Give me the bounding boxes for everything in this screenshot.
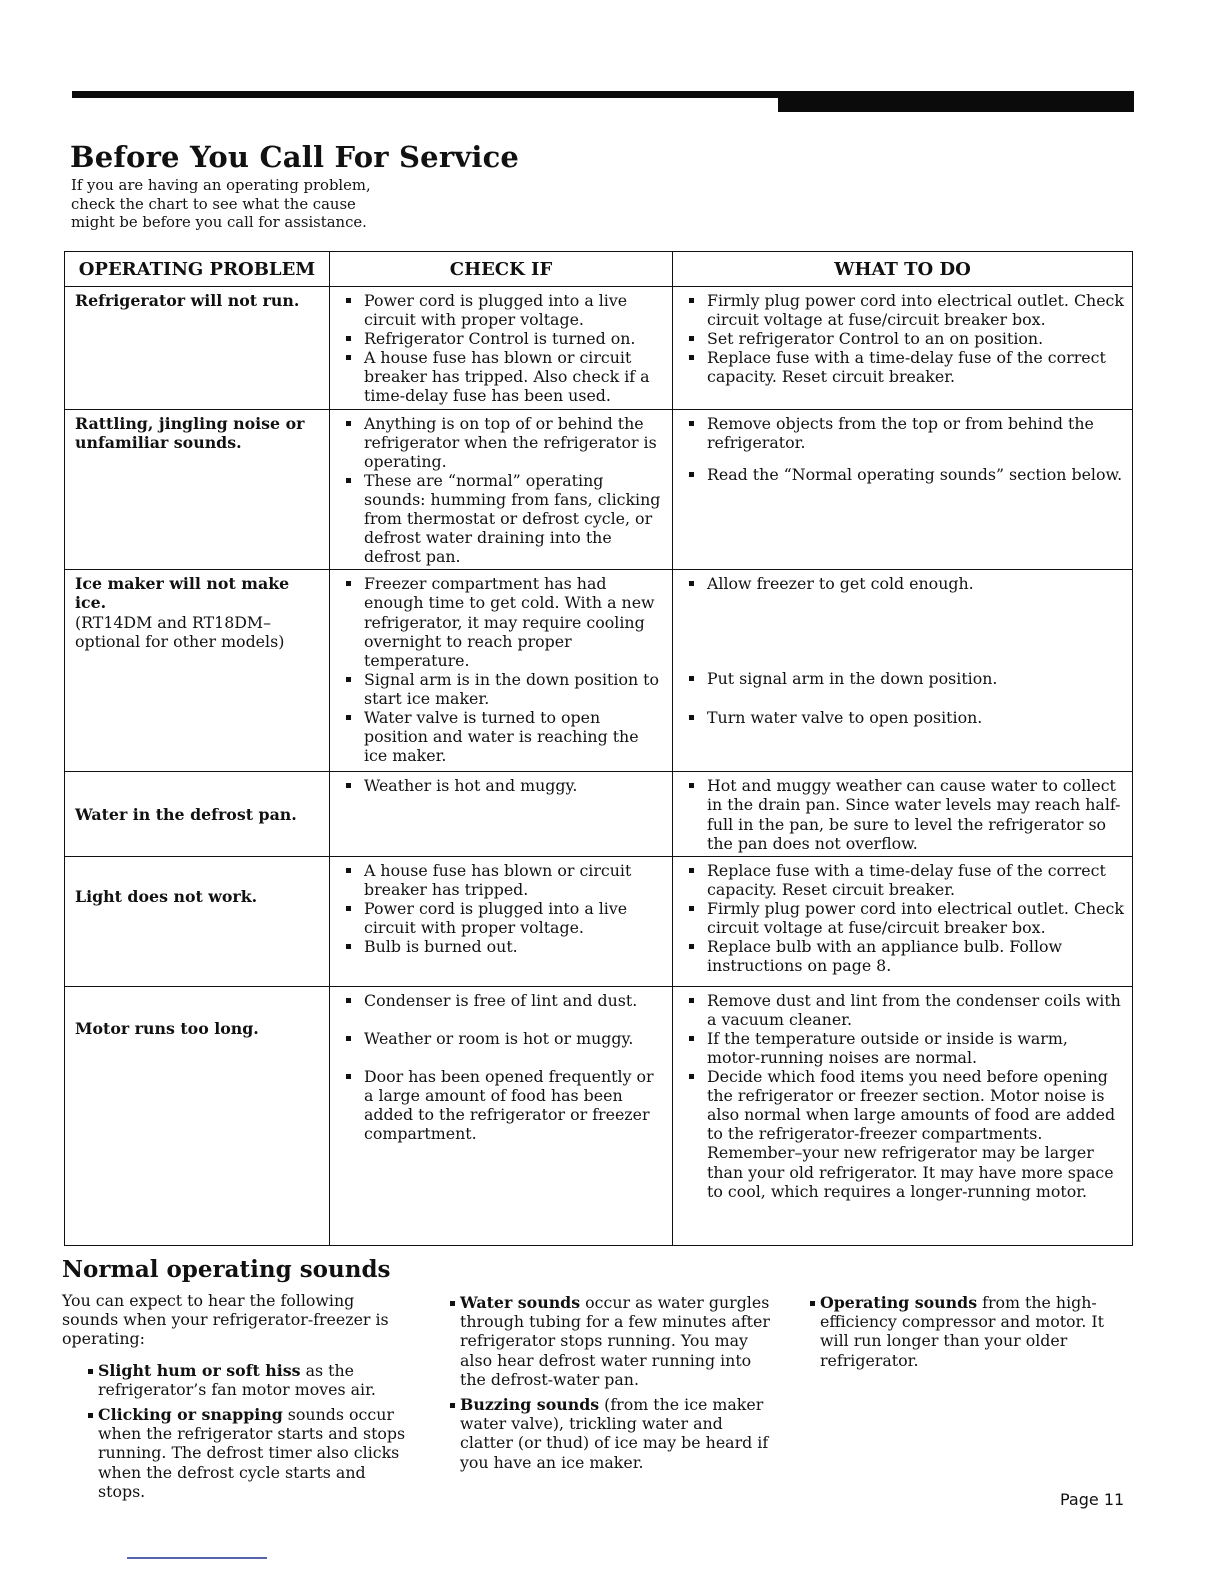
todo-item: Read the “Normal operating sounds” section below. [683,465,1124,484]
header-what-to-do: WHAT TO DO [673,252,1133,287]
sound-description: sounds occur when the refrigerator starts and stops running. The defrost timer also clicks when the defrost cycle starts and stops. [98,1405,406,1501]
troubleshooting-table [64,251,1133,1246]
todo-cell [673,287,1133,410]
todo-item: Allow freezer to get cold enough. [683,574,1124,593]
sound-name: Slight hum or soft hiss [98,1360,301,1380]
problem-cell: Light does not work. [65,856,330,986]
problem-cell [65,570,330,772]
todo-cell [673,772,1133,856]
todo-item: Remove dust and lint from the condenser coils with a vacuum cleaner. [683,991,1124,1029]
intro-line: check the chart to see what the cause [71,195,356,213]
problem-cell: Refrigerator will not run. [65,287,330,410]
sound-item [84,1361,412,1399]
check-item: Weather is hot and muggy. [340,776,664,795]
sound-name: Buzzing sounds [460,1395,600,1415]
sounds-column-2 [446,1293,776,1472]
todo-item: Replace fuse with a time-delay fuse of the correct capacity. Reset circuit breaker. [683,348,1124,386]
sound-name: Water sounds [460,1293,581,1312]
sound-item [446,1395,776,1472]
sound-item [84,1405,412,1501]
intro-text [71,177,431,233]
todo-cell [673,856,1133,986]
header-rule-tab [778,91,1134,112]
problem-cell: Motor runs too long. [65,986,330,1245]
todo-cell [673,570,1133,772]
sounds-column-1 [62,1291,412,1501]
sounds-column-3 [806,1293,1126,1370]
section-title: Normal operating sounds [62,1256,391,1283]
todo-cell [673,409,1133,570]
intro-line: might be before you call for assistance. [71,214,367,231]
todo-item: Turn water valve to open position. [683,708,1124,727]
todo-item: Firmly plug power cord into electrical outlet. Check circuit voltage at fuse/circuit breaker box. [683,899,1124,937]
problem-cell: Rattling, jingling noise or unfamiliar sounds. [65,409,330,570]
page-title: Before You Call For Service [70,140,520,174]
todo-item: Remove objects from the top or from behind the refrigerator. [683,414,1124,452]
problem-label: Ice maker will not make ice. [75,574,290,613]
problem-cell: Water in the defrost pan. [65,772,330,856]
check-item: Freezer compartment has had enough time to get cold. With a new refrigerator, it may require cooling overnight to reach proper temperature. [340,574,664,669]
todo-note: Remember–your new refrigerator may be larger than your old refrigerator. It may have more space to cool, which requires a longer-running motor. [707,1143,1114,1201]
table-row [65,409,1133,570]
todo-item: Replace bulb with an appliance bulb. Follow instructions on page 8. [683,937,1124,975]
check-item: Weather or room is hot or muggy. [340,1029,664,1048]
table-row [65,772,1133,856]
todo-item: Put signal arm in the down position. [683,669,1124,688]
todo-item: Replace fuse with a time-delay fuse of the correct capacity. Reset circuit breaker. [683,861,1124,899]
todo-item: Decide which food items you need before opening the refrigerator or freezer section. Motor noise is also normal when large amounts of food are added to the refrigerator-freezer compartments. [683,1067,1124,1143]
check-item: Bulb is burned out. [340,937,664,956]
sound-name: Operating sounds [820,1293,978,1312]
check-cell [330,772,673,856]
todo-item: Hot and muggy weather can cause water to collect in the drain pan. Since water levels may reach half-full in the pan, be sure to level the refrigerator so the pan does not overflow. [683,776,1124,852]
table-row [65,986,1133,1245]
problem-note: (RT14DM and RT18DM– optional for other models) [75,612,285,651]
table-row [65,856,1133,986]
check-cell [330,856,673,986]
header-operating-problem: OPERATING PROBLEM [65,252,330,287]
table-row [65,570,1133,772]
sound-description: occur as water gurgles through tubing for a few minutes after refrigerator stops running. You may also hear defrost water running into the defrost-water pan. [460,1293,770,1389]
footer-rule [127,1557,267,1559]
sound-description: from the high-efficiency compressor and motor. It will run longer than your older refrigerator. [820,1293,1105,1370]
check-item: Power cord is plugged into a live circuit with proper voltage. [340,899,664,937]
sound-name: Clicking or snapping [98,1405,283,1425]
check-item: Water valve is turned to open position and water is reaching the ice maker. [340,708,664,765]
check-cell [330,986,673,1245]
check-cell [330,409,673,570]
check-item: A house fuse has blown or circuit breaker has tripped. Also check if a time-delay fuse has been used. [340,348,664,405]
check-item: Door has been opened frequently or a large amount of food has been added to the refrigerator or freezer compartment. [340,1067,664,1143]
check-item: Condenser is free of lint and dust. [340,991,664,1010]
header-check-if: CHECK IF [330,252,673,287]
check-item: Signal arm is in the down position to start ice maker. [340,670,664,708]
todo-item: Firmly plug power cord into electrical outlet. Check circuit voltage at fuse/circuit breaker box. [683,291,1124,329]
sound-description: as the refrigerator’s fan motor moves air. [98,1360,376,1399]
sound-item [806,1293,1126,1370]
check-item: A house fuse has blown or circuit breaker has tripped. [340,861,664,899]
todo-cell [673,986,1133,1245]
sound-description: (from the ice maker water valve), trickling water and clatter (or thud) of ice may be heard if you have an ice maker. [460,1395,769,1472]
table-row [65,287,1133,410]
sounds-intro: You can expect to hear the following sounds when your refrigerator-freezer is operating: [62,1291,389,1349]
check-item: These are “normal” operating sounds: humming from fans, clicking from thermostat or defrost cycle, or defrost water draining into the defrost pan. [340,471,664,566]
check-cell [330,287,673,410]
check-item: Anything is on top of or behind the refrigerator when the refrigerator is operating. [340,414,664,471]
page-number: Page 11 [1060,1490,1125,1509]
todo-item: Set refrigerator Control to an on position. [683,329,1124,348]
intro-line: If you are having an operating problem, [71,177,371,194]
sound-item [446,1293,776,1389]
table-header-row [65,252,1133,287]
check-item: Power cord is plugged into a live circuit with proper voltage. [340,291,664,329]
todo-item: If the temperature outside or inside is warm, motor-running noises are normal. [683,1029,1124,1067]
check-item: Refrigerator Control is turned on. [340,329,664,348]
check-cell [330,570,673,772]
